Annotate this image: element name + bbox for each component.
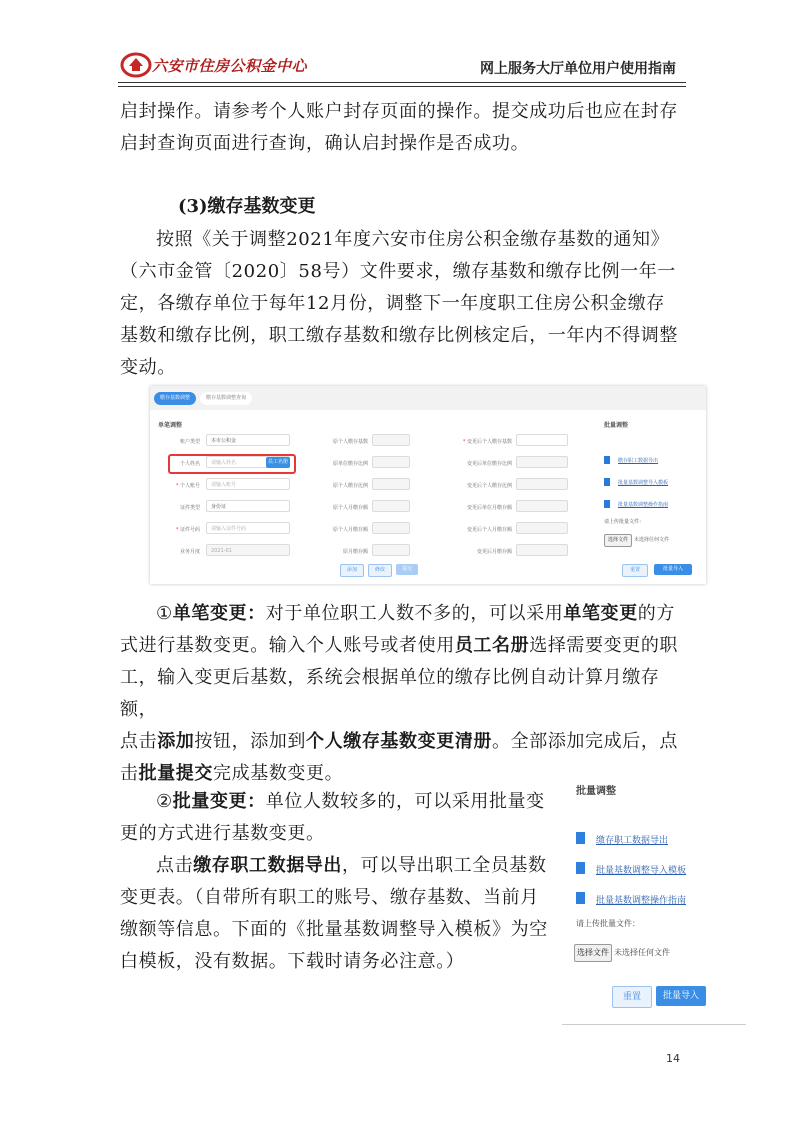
batch-change-paragraph	[120, 786, 560, 978]
field-label: 原个人缴存基数	[332, 439, 368, 445]
tab-bar	[150, 386, 706, 410]
readonly-field	[372, 478, 410, 490]
guide-link[interactable]: 批量基数调整操作指南	[596, 896, 687, 906]
intro-line: 启封操作。请参考个人账户封存页面的操作。提交成功后也应在封存	[120, 101, 678, 122]
batch-line: 白模板，没有数据。下载时请务必注意。）	[120, 951, 465, 972]
field-label: 原个人月缴存额	[332, 505, 368, 511]
document-title: 网上服务大厅单位用户使用指南	[480, 61, 676, 77]
field-label: 变更后个人月缴存额	[466, 527, 512, 533]
add-button[interactable]: 添加	[340, 564, 364, 577]
readonly-field	[372, 522, 410, 534]
section-line: 定，各缴存单位于每年12月份，调整下一年度职工住房公积金缴存	[120, 293, 665, 314]
reset-button[interactable]: 重置	[612, 986, 652, 1008]
file-icon	[604, 456, 610, 464]
field-label: 原个人月缴存额	[332, 527, 368, 533]
import-template-link[interactable]: 批量基数调整导入模板	[618, 480, 669, 486]
single-adjust-heading: 单笔调整	[158, 422, 183, 429]
file-icon	[604, 478, 610, 486]
export-data-link[interactable]: 缴存职工数据导出	[618, 458, 659, 464]
section-line: 基数和缴存比例，职工缴存基数和缴存比例核定后，一年内不得调整	[120, 325, 678, 346]
section-line: 变动。	[120, 357, 176, 378]
section-line: （六市金管〔2020〕58号）文件要求，缴存基数和缴存比例一年一	[120, 261, 676, 282]
readonly-field	[372, 500, 410, 512]
readonly-field	[516, 456, 568, 468]
readonly-field	[516, 500, 568, 512]
field-label: 变更后个人缴存比例	[466, 483, 512, 489]
batch-import-button[interactable]: 批量导入	[656, 986, 706, 1006]
choose-file-button[interactable]: 选择文件	[574, 944, 612, 962]
single-line: ①单笔变更：对于单位职工人数不多的，可以采用单笔变更的方	[156, 603, 675, 624]
org-logo-icon	[120, 50, 154, 78]
intro-line: 启封查询页面进行查询，确认启封操作是否成功。	[120, 133, 530, 154]
no-file-text: 未选择任何文件	[634, 537, 670, 543]
batch-line: 变更表。（自带所有职工的账号、缴存基数、当前月	[120, 887, 539, 908]
page-number: 14	[666, 1052, 680, 1065]
readonly-field	[516, 478, 568, 490]
account-input[interactable]: 请输入账号	[206, 478, 290, 490]
employee-roster-button[interactable]: 员工名册	[266, 457, 290, 468]
tab-base-query[interactable]: 缴存基数调整查询	[200, 392, 252, 405]
upload-label: 请上传批量文件：	[576, 919, 640, 928]
single-line: 击批量提交完成基数变更。	[120, 763, 344, 784]
single-line: 式进行基数变更。输入个人账号或者使用员工名册选择需要变更的职	[120, 635, 679, 656]
intro-paragraph	[120, 96, 686, 160]
highlight-box	[168, 454, 296, 474]
readonly-field	[372, 456, 410, 468]
import-template-link[interactable]: 批量基数调整导入模板	[596, 866, 687, 876]
id-type-select[interactable]: 身份证	[206, 500, 290, 512]
single-line: 工，输入变更后基数，系统会根据单位的缴存比例自动计算月缴存额，	[120, 667, 660, 720]
business-month-input[interactable]: 2021-01	[206, 544, 290, 556]
field-label: 业务月度	[179, 549, 200, 555]
single-change-paragraph	[120, 598, 686, 790]
field-label: 原月缴存额	[342, 549, 368, 555]
field-label: * 变更后个人缴存基数	[462, 439, 512, 445]
new-base-input[interactable]	[516, 434, 568, 446]
submit-button[interactable]: 提交	[396, 564, 418, 575]
upload-label: 请上传批量文件：	[604, 519, 645, 525]
readonly-field	[516, 544, 568, 556]
org-name: 六安市住房公积金中心	[152, 57, 308, 75]
batch-adjust-panel	[568, 776, 718, 1011]
section-paragraph	[120, 224, 686, 384]
header-rule-thin	[118, 86, 686, 87]
batch-adjust-heading: 批量调整	[604, 422, 629, 429]
guide-link[interactable]: 批量基数调整操作指南	[618, 502, 669, 508]
batch-panel-title: 批量调整	[576, 786, 616, 797]
batch-import-button[interactable]: 批量导入	[654, 564, 692, 575]
field-label: 证件类型	[179, 505, 200, 511]
reset-button[interactable]: 重置	[622, 564, 648, 577]
file-icon	[576, 862, 585, 874]
readonly-field	[372, 544, 410, 556]
readonly-field	[516, 522, 568, 534]
batch-line: 更的方式进行基数变更。	[120, 823, 325, 844]
name-input[interactable]: 请输入姓名	[206, 456, 290, 468]
field-label: 变更后单位月缴存额	[466, 505, 512, 511]
field-label: 原单位缴存比例	[332, 461, 368, 467]
panel-divider	[562, 1024, 746, 1025]
no-file-text: 未选择任何文件	[614, 948, 670, 957]
field-label: 原个人缴存比例	[332, 483, 368, 489]
field-label: * 个人账号	[175, 483, 200, 489]
modify-button[interactable]: 修改	[368, 564, 392, 577]
field-label: * 证件号码	[175, 527, 200, 533]
batch-line: ②批量变更：单位人数较多的，可以采用批量变	[156, 791, 545, 812]
field-label: 变更后单位缴存比例	[466, 461, 512, 467]
readonly-field	[372, 434, 410, 446]
embedded-screenshot	[150, 386, 706, 584]
file-icon	[576, 892, 585, 904]
section-heading: (3)缴存基数变更	[178, 196, 316, 217]
field-label: 变更后月缴存额	[476, 549, 512, 555]
account-type-select[interactable]: 本市公积金	[206, 434, 290, 446]
field-label: 个人姓名	[179, 461, 200, 467]
export-data-link[interactable]: 缴存职工数据导出	[596, 836, 669, 846]
batch-line: 点击缴存职工数据导出，可以导出职工全员基数	[156, 855, 547, 876]
choose-file-button[interactable]: 选择文件	[604, 534, 632, 547]
file-icon	[576, 832, 585, 844]
id-number-input[interactable]: 请输入证件号码	[206, 522, 290, 534]
header-rule	[118, 82, 686, 83]
field-label: 账户类型	[179, 439, 200, 445]
section-line: 按照《关于调整2021年度六安市住房公积金缴存基数的通知》	[156, 229, 670, 250]
single-line: 点击添加按钮，添加到个人缴存基数变更清册。全部添加完成后，点	[120, 731, 679, 752]
tab-base-adjust[interactable]: 缴存基数调整	[154, 392, 196, 405]
batch-line: 缴额等信息。下面的《批量基数调整导入模板》为空	[120, 919, 548, 940]
file-icon	[604, 500, 610, 508]
